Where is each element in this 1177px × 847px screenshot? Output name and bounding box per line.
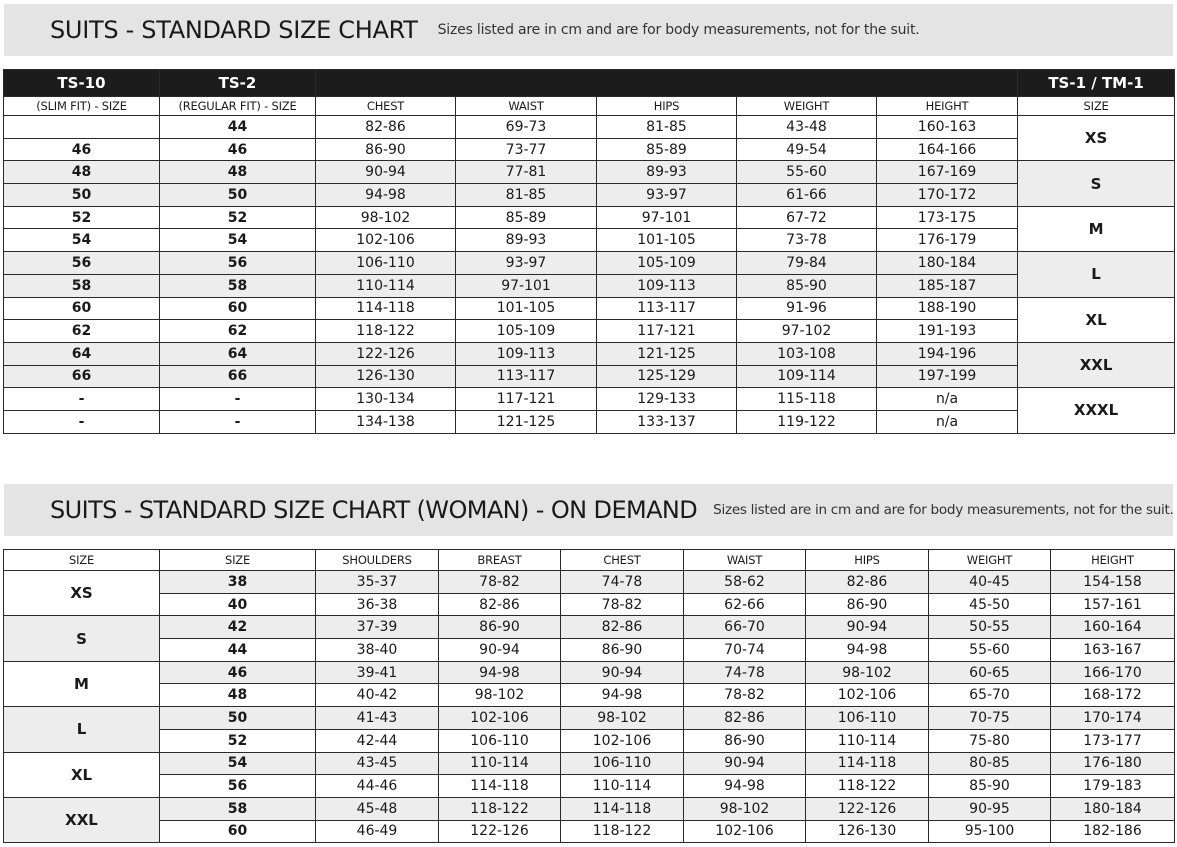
table-row bbox=[4, 797, 1175, 820]
table-cell: 109-113 bbox=[456, 342, 597, 365]
table-cell: 102-106 bbox=[561, 729, 684, 752]
table-cell: 180-184 bbox=[1051, 797, 1175, 820]
table-cell: 60 bbox=[160, 297, 316, 320]
table-cell: 43-48 bbox=[737, 116, 877, 139]
table-cell: 160-164 bbox=[1051, 616, 1175, 639]
header-ts2: TS-2 bbox=[160, 70, 316, 97]
header-ts10: TS-10 bbox=[4, 70, 160, 97]
table-cell: 97-102 bbox=[737, 320, 877, 343]
size-label: XL bbox=[1018, 297, 1175, 342]
table-cell: 78-82 bbox=[684, 684, 806, 707]
table-row bbox=[4, 410, 1175, 433]
table-cell: 86-90 bbox=[316, 138, 456, 161]
table-cell: 90-94 bbox=[316, 161, 456, 184]
table-cell: 118-122 bbox=[439, 797, 561, 820]
table-cell: 50 bbox=[160, 707, 316, 730]
table-cell: 82-86 bbox=[684, 707, 806, 730]
table-cell: 54 bbox=[160, 752, 316, 775]
table-cell: 62-66 bbox=[684, 593, 806, 616]
table-cell: 44 bbox=[160, 639, 316, 662]
table-cell: 75-80 bbox=[929, 729, 1051, 752]
table-cell: 168-172 bbox=[1051, 684, 1175, 707]
table-cell: 129-133 bbox=[597, 388, 737, 411]
table-cell: 173-175 bbox=[877, 206, 1018, 229]
chart1-subtitle: Sizes listed are in cm and are for body measurements, not for the suit. bbox=[437, 22, 920, 38]
table-cell: 82-86 bbox=[561, 616, 684, 639]
size-label: S bbox=[4, 616, 160, 661]
table-cell: 114-118 bbox=[806, 752, 929, 775]
table-cell: 40-42 bbox=[316, 684, 439, 707]
table-cell: 48 bbox=[160, 161, 316, 184]
table-cell: - bbox=[160, 410, 316, 433]
size-label: XS bbox=[4, 571, 160, 616]
table-cell: 114-118 bbox=[439, 775, 561, 798]
table-cell: 46 bbox=[160, 661, 316, 684]
header-waist: WAIST bbox=[684, 550, 806, 571]
table-cell: 94-98 bbox=[561, 684, 684, 707]
table-cell: 37-39 bbox=[316, 616, 439, 639]
table-cell: 56 bbox=[4, 252, 160, 275]
table-cell: 60-65 bbox=[929, 661, 1051, 684]
table-cell: 52 bbox=[160, 206, 316, 229]
table-cell: 55-60 bbox=[929, 639, 1051, 662]
table-row bbox=[4, 707, 1175, 730]
table-cell: 130-134 bbox=[316, 388, 456, 411]
table-cell: 93-97 bbox=[597, 184, 737, 207]
table-cell: 74-78 bbox=[561, 571, 684, 594]
table-cell: 126-130 bbox=[316, 365, 456, 388]
table-cell: 90-95 bbox=[929, 797, 1051, 820]
table-cell: 42 bbox=[160, 616, 316, 639]
table-cell: 185-187 bbox=[877, 274, 1018, 297]
table-cell: - bbox=[4, 410, 160, 433]
table-cell: 102-106 bbox=[806, 684, 929, 707]
table-cell: 81-85 bbox=[456, 184, 597, 207]
table-cell: 121-125 bbox=[456, 410, 597, 433]
table-cell: 170-172 bbox=[877, 184, 1018, 207]
table-row bbox=[4, 752, 1175, 775]
table-cell: 70-75 bbox=[929, 707, 1051, 730]
table-cell: 154-158 bbox=[1051, 571, 1175, 594]
size-label: M bbox=[4, 661, 160, 706]
header-slim-fit-size: (SLIM FIT) - SIZE bbox=[4, 97, 160, 116]
size-label: XL bbox=[4, 752, 160, 797]
size-label: S bbox=[1018, 161, 1175, 206]
size-label: L bbox=[1018, 252, 1175, 297]
table-cell: 73-78 bbox=[737, 229, 877, 252]
men-size-table bbox=[3, 69, 1175, 434]
table-cell: 52 bbox=[4, 206, 160, 229]
table-cell: 58 bbox=[160, 274, 316, 297]
table-cell: 121-125 bbox=[597, 342, 737, 365]
table-cell: 62 bbox=[160, 320, 316, 343]
table-cell: 73-77 bbox=[456, 138, 597, 161]
table-cell: 176-180 bbox=[1051, 752, 1175, 775]
table-cell: 102-106 bbox=[439, 707, 561, 730]
table-cell: 167-169 bbox=[877, 161, 1018, 184]
table-cell: 101-105 bbox=[597, 229, 737, 252]
table-cell: 157-161 bbox=[1051, 593, 1175, 616]
table-cell: 110-114 bbox=[806, 729, 929, 752]
table-cell: 78-82 bbox=[439, 571, 561, 594]
header-size-number: SIZE bbox=[160, 550, 316, 571]
table-cell: 194-196 bbox=[877, 342, 1018, 365]
table-cell: 110-114 bbox=[561, 775, 684, 798]
table-row bbox=[4, 365, 1175, 388]
table-cell: 64 bbox=[160, 342, 316, 365]
table-cell: 60 bbox=[4, 297, 160, 320]
table-cell: 91-96 bbox=[737, 297, 877, 320]
table-cell: 125-129 bbox=[597, 365, 737, 388]
table-cell: 82-86 bbox=[439, 593, 561, 616]
table-row bbox=[4, 342, 1175, 365]
table-cell: 38-40 bbox=[316, 639, 439, 662]
table-cell: 77-81 bbox=[456, 161, 597, 184]
table-cell: 113-117 bbox=[597, 297, 737, 320]
table-cell: 46-49 bbox=[316, 820, 439, 843]
table-cell: 44-46 bbox=[316, 775, 439, 798]
table-cell: 197-199 bbox=[877, 365, 1018, 388]
table-cell: 65-70 bbox=[929, 684, 1051, 707]
header-shoulders: SHOULDERS bbox=[316, 550, 439, 571]
table-cell: 41-43 bbox=[316, 707, 439, 730]
table-row bbox=[4, 639, 1175, 662]
table-cell: 110-114 bbox=[316, 274, 456, 297]
table-cell: 160-163 bbox=[877, 116, 1018, 139]
table-cell: 66-70 bbox=[684, 616, 806, 639]
table-cell: 50 bbox=[160, 184, 316, 207]
table-cell: 191-193 bbox=[877, 320, 1018, 343]
table-cell: 182-186 bbox=[1051, 820, 1175, 843]
table-row bbox=[4, 388, 1175, 411]
table-cell: 60 bbox=[160, 820, 316, 843]
table-cell: n/a bbox=[877, 388, 1018, 411]
table-cell: 164-166 bbox=[877, 138, 1018, 161]
table-cell: 89-93 bbox=[597, 161, 737, 184]
chart1-title: SUITS - STANDARD SIZE CHART bbox=[50, 16, 418, 44]
table-cell: 109-114 bbox=[737, 365, 877, 388]
table-cell: 85-89 bbox=[597, 138, 737, 161]
chart2-title-band bbox=[4, 484, 1173, 536]
table-cell: 66 bbox=[4, 365, 160, 388]
table-cell: 114-118 bbox=[561, 797, 684, 820]
table-cell: 67-72 bbox=[737, 206, 877, 229]
table-cell: 106-110 bbox=[316, 252, 456, 275]
table-cell: 102-106 bbox=[316, 229, 456, 252]
table-cell: 74-78 bbox=[684, 661, 806, 684]
table-cell: 118-122 bbox=[806, 775, 929, 798]
table-cell: 98-102 bbox=[684, 797, 806, 820]
table-cell: 118-122 bbox=[561, 820, 684, 843]
header-chest: CHEST bbox=[316, 97, 456, 116]
header-size: SIZE bbox=[4, 550, 160, 571]
table-cell: 119-122 bbox=[737, 410, 877, 433]
table-cell: 85-89 bbox=[456, 206, 597, 229]
header-regular-fit-size: (REGULAR FIT) - SIZE bbox=[160, 97, 316, 116]
table-cell: 40-45 bbox=[929, 571, 1051, 594]
table-cell: 46 bbox=[160, 138, 316, 161]
table-row bbox=[4, 161, 1175, 184]
table-cell: 115-118 bbox=[737, 388, 877, 411]
table-cell: 106-110 bbox=[806, 707, 929, 730]
header-weight: WEIGHT bbox=[737, 97, 877, 116]
table-cell: 48 bbox=[4, 161, 160, 184]
table-cell: 35-37 bbox=[316, 571, 439, 594]
table-row bbox=[4, 775, 1175, 798]
table-cell: 48 bbox=[160, 684, 316, 707]
table-cell: 95-100 bbox=[929, 820, 1051, 843]
table-cell: 93-97 bbox=[456, 252, 597, 275]
table-cell: 90-94 bbox=[684, 752, 806, 775]
table-cell: 90-94 bbox=[806, 616, 929, 639]
table-cell: 54 bbox=[160, 229, 316, 252]
header-blank bbox=[316, 70, 1018, 97]
table-cell: 64 bbox=[4, 342, 160, 365]
table-cell: 113-117 bbox=[456, 365, 597, 388]
table-row bbox=[4, 684, 1175, 707]
table-cell: 86-90 bbox=[684, 729, 806, 752]
table-cell: 55-60 bbox=[737, 161, 877, 184]
table-cell: 117-121 bbox=[456, 388, 597, 411]
table-row bbox=[4, 274, 1175, 297]
women-size-table bbox=[3, 549, 1175, 843]
table-cell: 42-44 bbox=[316, 729, 439, 752]
size-label: XXXL bbox=[1018, 388, 1175, 433]
header-size: SIZE bbox=[1018, 97, 1175, 116]
table-cell: 44 bbox=[160, 116, 316, 139]
table-cell: 80-85 bbox=[929, 752, 1051, 775]
table-cell: 173-177 bbox=[1051, 729, 1175, 752]
table-cell: 52 bbox=[160, 729, 316, 752]
table-cell: 61-66 bbox=[737, 184, 877, 207]
table-row bbox=[4, 184, 1175, 207]
table-cell: 43-45 bbox=[316, 752, 439, 775]
table-cell: 58-62 bbox=[684, 571, 806, 594]
table-cell: 70-74 bbox=[684, 639, 806, 662]
table-cell: 86-90 bbox=[806, 593, 929, 616]
chart1-title-band bbox=[4, 4, 1173, 56]
table-cell: 122-126 bbox=[439, 820, 561, 843]
table-cell: 62 bbox=[4, 320, 160, 343]
table-cell: 117-121 bbox=[597, 320, 737, 343]
header-weight: WEIGHT bbox=[929, 550, 1051, 571]
table-cell: 86-90 bbox=[439, 616, 561, 639]
table-row bbox=[4, 729, 1175, 752]
table-row bbox=[4, 252, 1175, 275]
chart2-title: SUITS - STANDARD SIZE CHART (WOMAN) - ON DEMAND bbox=[50, 496, 698, 524]
table-cell: 163-167 bbox=[1051, 639, 1175, 662]
table-cell: 40 bbox=[160, 593, 316, 616]
table-cell: 90-94 bbox=[439, 639, 561, 662]
table-cell: 85-90 bbox=[929, 775, 1051, 798]
table-row bbox=[4, 320, 1175, 343]
table-row bbox=[4, 297, 1175, 320]
table-cell: 94-98 bbox=[439, 661, 561, 684]
table-row bbox=[4, 229, 1175, 252]
table-cell: 180-184 bbox=[877, 252, 1018, 275]
table-cell: 114-118 bbox=[316, 297, 456, 320]
table-cell: 98-102 bbox=[439, 684, 561, 707]
table-cell: 103-108 bbox=[737, 342, 877, 365]
table-cell: 98-102 bbox=[316, 206, 456, 229]
table-cell: 134-138 bbox=[316, 410, 456, 433]
table-cell: 188-190 bbox=[877, 297, 1018, 320]
table-cell: 82-86 bbox=[806, 571, 929, 594]
table-cell: 94-98 bbox=[806, 639, 929, 662]
table-cell: 170-174 bbox=[1051, 707, 1175, 730]
table-cell: 97-101 bbox=[597, 206, 737, 229]
table-cell: 109-113 bbox=[597, 274, 737, 297]
header-hips: HIPS bbox=[597, 97, 737, 116]
table-cell: - bbox=[160, 388, 316, 411]
table-cell: 85-90 bbox=[737, 274, 877, 297]
table-cell: 110-114 bbox=[439, 752, 561, 775]
table-cell: 122-126 bbox=[806, 797, 929, 820]
size-label: XXL bbox=[1018, 342, 1175, 387]
table-cell: 90-94 bbox=[561, 661, 684, 684]
table-cell: 50-55 bbox=[929, 616, 1051, 639]
chart2-subtitle: Sizes listed are in cm and are for body measurements, not for the suit. bbox=[713, 502, 1174, 518]
table-cell: 66 bbox=[160, 365, 316, 388]
table-cell: 98-102 bbox=[806, 661, 929, 684]
table-row bbox=[4, 138, 1175, 161]
header-height: HEIGHT bbox=[877, 97, 1018, 116]
table-cell: 36-38 bbox=[316, 593, 439, 616]
header-chest: CHEST bbox=[561, 550, 684, 571]
table-cell: 94-98 bbox=[684, 775, 806, 798]
header-breast: BREAST bbox=[439, 550, 561, 571]
table-cell: 89-93 bbox=[456, 229, 597, 252]
table-cell: 49-54 bbox=[737, 138, 877, 161]
table-row bbox=[4, 593, 1175, 616]
table-cell: 166-170 bbox=[1051, 661, 1175, 684]
table-cell: - bbox=[4, 388, 160, 411]
table-cell: 101-105 bbox=[456, 297, 597, 320]
table-cell: 38 bbox=[160, 571, 316, 594]
header-height: HEIGHT bbox=[1051, 550, 1175, 571]
table-cell: 69-73 bbox=[456, 116, 597, 139]
table-cell: 54 bbox=[4, 229, 160, 252]
table-cell: 102-106 bbox=[684, 820, 806, 843]
size-label: XS bbox=[1018, 116, 1175, 161]
table-cell: 46 bbox=[4, 138, 160, 161]
table-cell: 79-84 bbox=[737, 252, 877, 275]
table-cell: 45-50 bbox=[929, 593, 1051, 616]
table-cell: 78-82 bbox=[561, 593, 684, 616]
table-cell: 126-130 bbox=[806, 820, 929, 843]
size-label: L bbox=[4, 707, 160, 752]
header-hips: HIPS bbox=[806, 550, 929, 571]
table-cell: 97-101 bbox=[456, 274, 597, 297]
size-label: XXL bbox=[4, 797, 160, 842]
table-cell: 39-41 bbox=[316, 661, 439, 684]
table-cell: n/a bbox=[877, 410, 1018, 433]
table-cell: 118-122 bbox=[316, 320, 456, 343]
table-cell: 98-102 bbox=[561, 707, 684, 730]
table-cell: 105-109 bbox=[597, 252, 737, 275]
table-row bbox=[4, 206, 1175, 229]
table-row bbox=[4, 571, 1175, 594]
table-cell: 50 bbox=[4, 184, 160, 207]
header-ts1-tm1: TS-1 / TM-1 bbox=[1018, 70, 1175, 97]
table-row bbox=[4, 661, 1175, 684]
table-cell: 106-110 bbox=[561, 752, 684, 775]
table-cell: 56 bbox=[160, 252, 316, 275]
table-cell: 106-110 bbox=[439, 729, 561, 752]
table-cell: 58 bbox=[160, 797, 316, 820]
table-cell: 45-48 bbox=[316, 797, 439, 820]
table-cell: 122-126 bbox=[316, 342, 456, 365]
table-cell: 82-86 bbox=[316, 116, 456, 139]
table-row bbox=[4, 616, 1175, 639]
table-cell: 105-109 bbox=[456, 320, 597, 343]
size-label: M bbox=[1018, 206, 1175, 251]
table-cell: 94-98 bbox=[316, 184, 456, 207]
table-row bbox=[4, 820, 1175, 843]
table-cell: 86-90 bbox=[561, 639, 684, 662]
table-cell: 179-183 bbox=[1051, 775, 1175, 798]
table-row bbox=[4, 116, 1175, 139]
table-cell bbox=[4, 116, 160, 139]
table-cell: 81-85 bbox=[597, 116, 737, 139]
table-cell: 56 bbox=[160, 775, 316, 798]
header-waist: WAIST bbox=[456, 97, 597, 116]
table-cell: 133-137 bbox=[597, 410, 737, 433]
table-cell: 176-179 bbox=[877, 229, 1018, 252]
table-cell: 58 bbox=[4, 274, 160, 297]
